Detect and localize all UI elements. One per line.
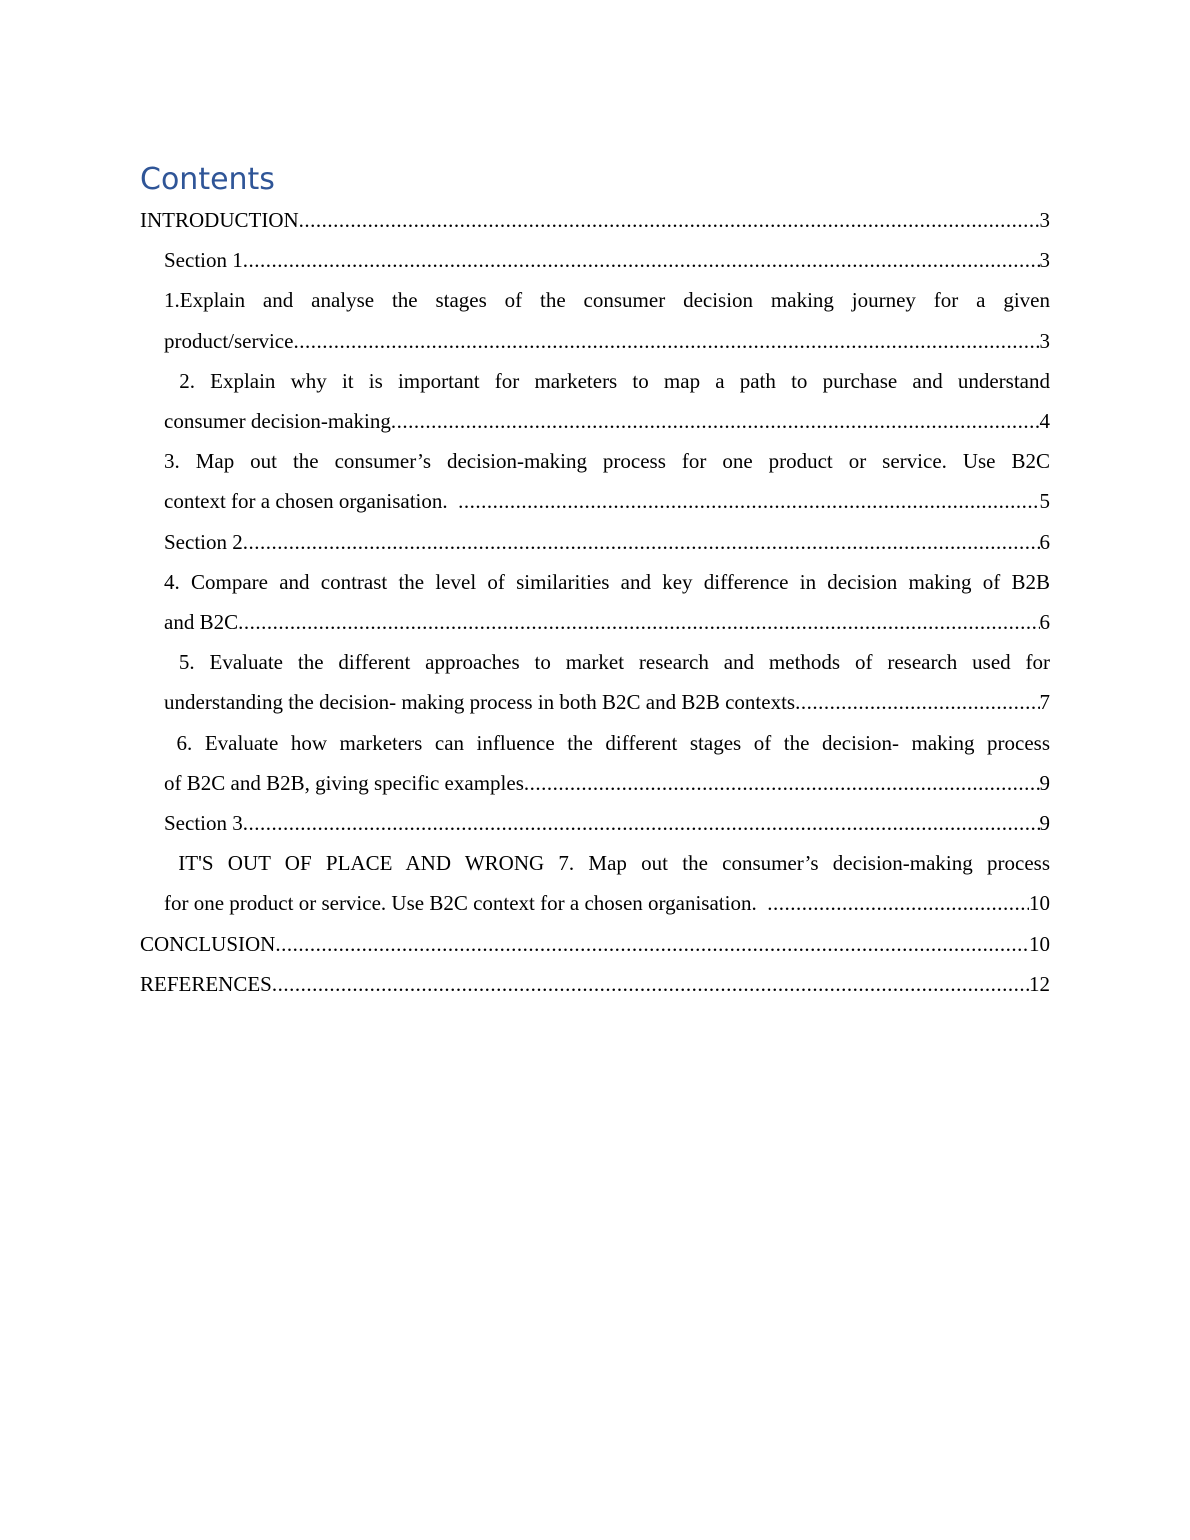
toc-page-number: 12 (1029, 971, 1050, 996)
toc-entry-line (164, 401, 1050, 441)
toc-entry-lead-text: 1.Explain and analyse the stages of the consumer decision making journey for a given (164, 288, 1050, 313)
toc-dot-leader (524, 763, 1040, 803)
toc-entry-line (140, 200, 1050, 240)
toc-entry-title: REFERENCES (140, 971, 272, 996)
toc-title: Contents (140, 162, 275, 197)
toc-entry[interactable] (164, 441, 1050, 521)
toc-page-number: 9 (1039, 811, 1050, 836)
toc-entry-lead-text: 6. Evaluate how marketers can influence the different stages of the decision- making process (164, 730, 1050, 755)
toc-entry[interactable] (164, 843, 1050, 923)
toc-entry[interactable] (164, 723, 1050, 803)
toc-page-number: 10 (1029, 891, 1050, 916)
toc-dot-leader (391, 401, 1040, 441)
toc-entry-title: understanding the decision- making process in both B2C and B2B contexts (164, 690, 796, 715)
toc-entry-title: Section 1 (164, 248, 243, 273)
toc-dot-leader (795, 682, 1039, 722)
toc-dot-leader (243, 522, 1040, 562)
toc-dot-leader (272, 964, 1029, 1004)
toc-entry-lead-text: 3. Map out the consumer’s decision-making process for one product or service. Use B2C (164, 449, 1050, 474)
toc-page-number: 6 (1039, 610, 1050, 635)
toc-dot-leader (299, 200, 1040, 240)
toc-entry[interactable] (164, 642, 1050, 722)
toc-entry-line (164, 321, 1050, 361)
toc-entry-title: product/service (164, 328, 294, 353)
toc-entry[interactable] (164, 240, 1050, 280)
toc-page-number: 6 (1039, 529, 1050, 554)
toc-entry[interactable] (164, 361, 1050, 441)
toc-dot-leader (275, 924, 1029, 964)
toc-entry-line (164, 240, 1050, 280)
toc-dot-leader (767, 883, 1029, 923)
toc-page-number: 9 (1039, 770, 1050, 795)
toc-entry[interactable] (140, 964, 1050, 1004)
toc-entry-lead-text: 2. Explain why it is important for marketers to map a path to purchase and understand (164, 368, 1051, 393)
toc-page-number: 5 (1039, 489, 1050, 514)
toc-dot-leader (238, 602, 1039, 642)
toc-entry-title: of B2C and B2B, giving specific examples (164, 770, 524, 795)
toc-entry[interactable] (140, 200, 1050, 240)
toc-entry-title: context for a chosen organisation. (164, 489, 459, 514)
toc-entry[interactable] (164, 280, 1050, 360)
toc-entry-title: Section 2 (164, 529, 243, 554)
toc-entry-title: consumer decision-making (164, 409, 391, 434)
toc-dot-leader (243, 803, 1040, 843)
toc-dot-leader (243, 240, 1040, 280)
toc-entry-line (140, 924, 1050, 964)
toc-entry-title: for one product or service. Use B2C context for a chosen organisation. (164, 891, 768, 916)
toc-entry-line (164, 682, 1050, 722)
toc-entry-title: Section 3 (164, 811, 243, 836)
toc-page-number: 7 (1039, 690, 1050, 715)
toc-entry[interactable] (140, 924, 1050, 964)
toc-entry[interactable] (164, 522, 1050, 562)
toc-page-number: 4 (1039, 409, 1050, 434)
toc-page-number: 3 (1039, 248, 1050, 273)
toc-entry-lead-text: IT'S OUT OF PLACE AND WRONG 7. Map out the consumer’s decision-making process (164, 851, 1050, 876)
toc-entry-line (164, 763, 1050, 803)
toc-entry-line (164, 522, 1050, 562)
toc-dot-leader (293, 321, 1039, 361)
toc-entry-line (164, 481, 1050, 521)
toc-entry[interactable] (164, 562, 1050, 642)
toc-entry-line (140, 964, 1050, 1004)
toc-page-number: 10 (1029, 931, 1050, 956)
toc-entry-lead-text: 5. Evaluate the different approaches to market research and methods of research used for (164, 650, 1051, 675)
toc-entry-title: CONCLUSION (140, 931, 276, 956)
table-of-contents (140, 200, 1050, 1004)
document-page (140, 160, 1050, 1004)
toc-entry-lead-text: 4. Compare and contrast the level of similarities and key difference in decision making of B2B (164, 569, 1050, 594)
toc-page-number: 3 (1039, 328, 1050, 353)
toc-entry-line (164, 803, 1050, 843)
toc-entry[interactable] (164, 803, 1050, 843)
toc-page-number: 3 (1039, 208, 1050, 232)
toc-entry-line (164, 883, 1050, 923)
toc-dot-leader (458, 481, 1039, 521)
toc-entry-line (164, 602, 1050, 642)
toc-entry-title: and B2C (164, 610, 239, 635)
toc-entry-title: INTRODUCTION (140, 208, 299, 232)
